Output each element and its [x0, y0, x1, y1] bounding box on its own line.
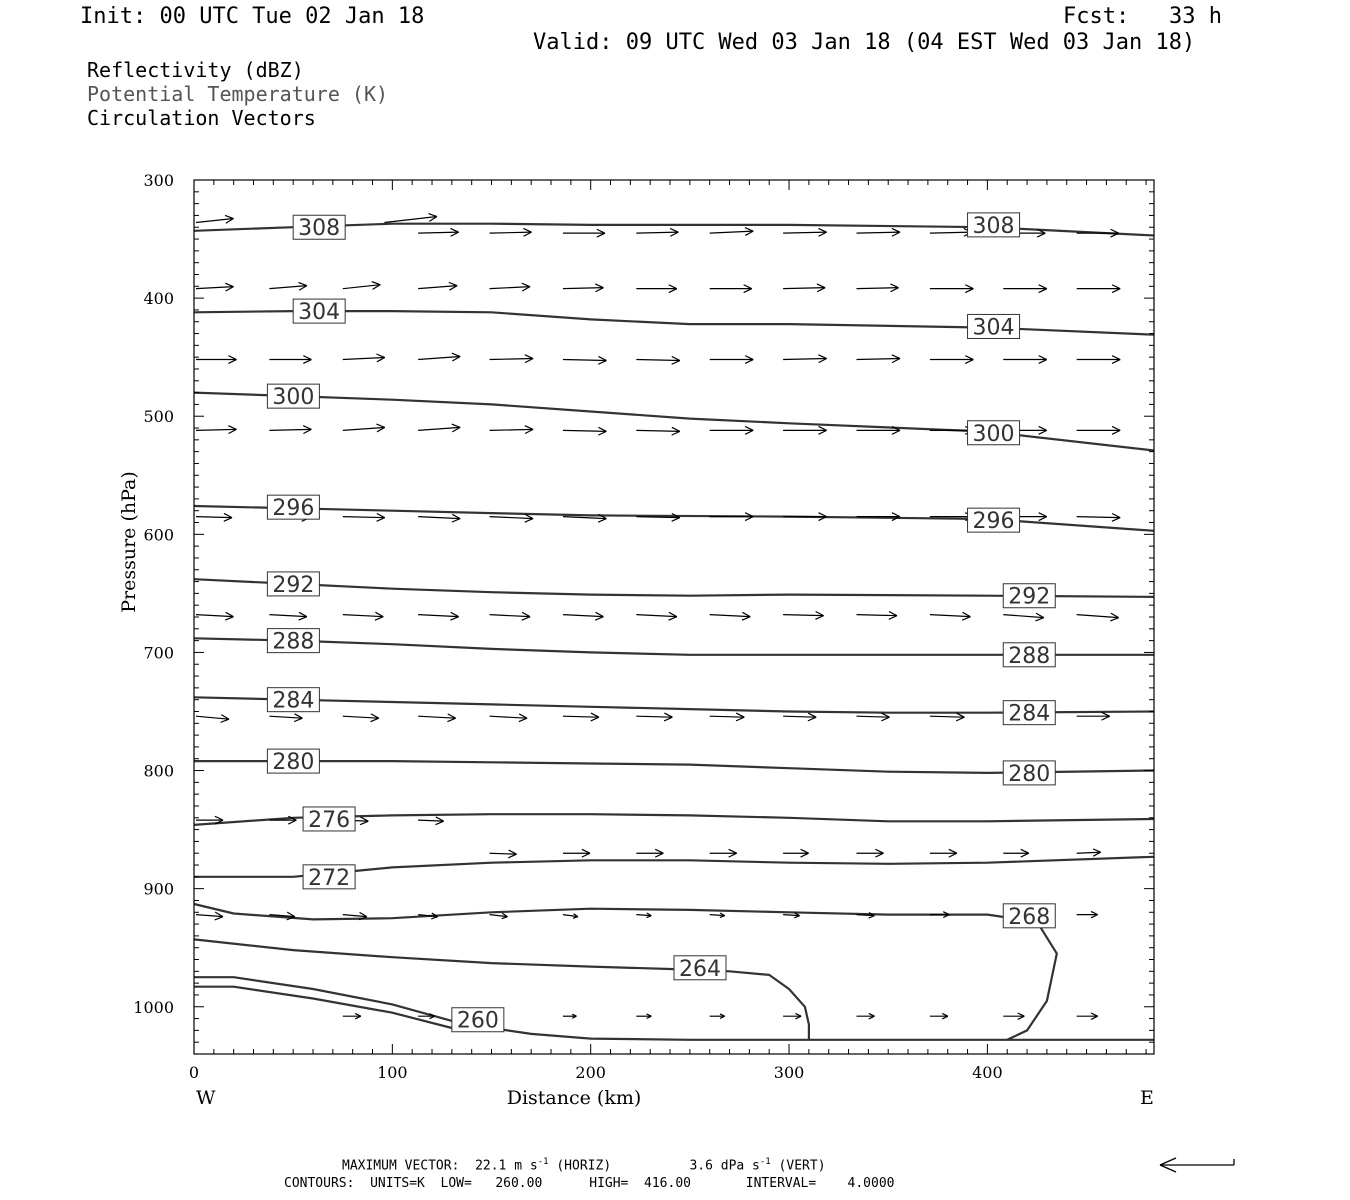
contour-label-272	[303, 865, 355, 891]
vector-arrow	[783, 612, 824, 620]
svg-text:280: 280	[272, 750, 315, 776]
field-circulation-vectors: Circulation Vectors	[87, 106, 316, 130]
y-tick-label: 400	[143, 289, 174, 309]
svg-text:272: 272	[308, 865, 351, 891]
vector-arrow	[563, 914, 578, 919]
vector-arrow	[710, 228, 754, 236]
contour-label-296	[267, 495, 319, 521]
vector-arrow	[269, 356, 311, 364]
vector-arrow	[490, 283, 531, 291]
vector-arrow	[196, 215, 234, 223]
y-tick-label: 300	[143, 171, 174, 190]
vector-arrow	[196, 356, 237, 364]
vector-arrow	[418, 714, 456, 722]
vector-arrow	[710, 849, 737, 857]
vector-arrow	[636, 427, 680, 435]
vector-arrow	[490, 714, 528, 722]
vector-arrow	[1077, 849, 1101, 856]
x-tick-label: 100	[377, 1063, 408, 1082]
vector-arrow	[783, 913, 800, 918]
vector-arrow	[418, 612, 459, 620]
x-tick-label: 300	[773, 1063, 805, 1082]
y-tick-label: 900	[143, 879, 174, 899]
vector-arrow	[1003, 285, 1047, 293]
forecast-hour: Fcst: 33 h	[1063, 4, 1222, 29]
vector-arrow	[1003, 1013, 1024, 1019]
vector-arrow	[418, 817, 444, 825]
vector-arrow	[856, 513, 900, 521]
x-tick-label: 200	[575, 1063, 606, 1082]
vector-arrow	[783, 228, 827, 236]
vector-arrow	[930, 1013, 948, 1018]
contour-260	[194, 977, 1154, 1040]
vector-arrow	[490, 850, 517, 858]
vector-arrow	[930, 285, 974, 293]
vector-arrow	[636, 1014, 651, 1019]
vector-arrow	[710, 713, 745, 721]
vector-arrow	[418, 228, 459, 236]
vector-arrow	[196, 283, 234, 291]
svg-text:296: 296	[972, 509, 1015, 535]
max-vector-vert: 3.6 dPa s	[689, 1158, 760, 1174]
vector-arrow	[1077, 514, 1121, 522]
horiz-suffix: (HORIZ)	[548, 1158, 612, 1174]
svg-text:268: 268	[1008, 904, 1051, 930]
vert-suffix: (VERT)	[770, 1158, 826, 1174]
contour-268	[194, 904, 1057, 1040]
east-label: E	[1140, 1087, 1154, 1109]
svg-text:276: 276	[308, 807, 351, 833]
y-tick-label: 800	[143, 761, 174, 781]
svg-text:284: 284	[1008, 701, 1051, 727]
vector-arrow	[930, 612, 971, 620]
vector-arrow	[343, 612, 384, 620]
vector-arrow	[783, 1013, 801, 1018]
contour-label-276	[303, 807, 355, 833]
vector-arrow	[856, 228, 900, 236]
reference-vector	[1160, 1158, 1234, 1172]
vector-arrow	[930, 356, 974, 364]
vector-arrow	[710, 612, 751, 620]
vector-arrow	[636, 913, 651, 918]
vector-arrow	[930, 849, 957, 857]
vector-arrow	[563, 229, 605, 237]
contour-label-260	[452, 1008, 504, 1034]
vector-arrow	[636, 228, 678, 236]
vector-arrow	[636, 356, 680, 364]
y-axis-label: Pressure (hPa)	[118, 471, 140, 613]
vector-arrow	[710, 513, 754, 521]
vector-arrow	[343, 514, 385, 522]
vector-arrow	[343, 354, 385, 362]
contour-label-288	[1003, 643, 1055, 669]
vector-arrow	[1077, 285, 1121, 293]
vector-arrow	[710, 426, 754, 434]
vector-arrow	[930, 912, 950, 918]
y-tick-label: 600	[143, 525, 174, 545]
vector-arrow	[1003, 613, 1044, 621]
vector-arrow	[783, 713, 816, 721]
vector-arrow	[269, 426, 311, 434]
svg-text:308: 308	[972, 213, 1015, 239]
contour-label-292	[1003, 584, 1055, 610]
contour-label-280	[267, 749, 319, 775]
contour-260b	[194, 987, 452, 1028]
vector-arrow	[636, 285, 677, 293]
vector-arrow	[490, 913, 508, 918]
vector-arrow	[856, 284, 898, 292]
vector-arrow	[563, 713, 599, 721]
contour-label-304	[968, 314, 1020, 340]
valid-time: Valid: 09 UTC Wed 03 Jan 18 (04 EST Wed 03 Jan 18)	[533, 30, 1196, 55]
vector-arrow	[783, 513, 827, 521]
vector-arrow	[636, 849, 663, 857]
svg-text:304: 304	[298, 300, 341, 326]
vector-arrow	[269, 612, 307, 620]
contour-label-300	[267, 384, 319, 410]
contour-label-284	[1003, 701, 1055, 727]
contour-label-292	[267, 572, 319, 598]
max-vector-horiz: 22.1 m s	[475, 1158, 538, 1174]
vector-arrow	[343, 714, 379, 722]
field-reflectivity: Reflectivity (dBZ)	[87, 58, 304, 82]
vector-arrow	[490, 612, 531, 620]
vector-arrow	[343, 282, 381, 290]
vector-arrow	[1077, 712, 1110, 720]
vector-arrow	[490, 228, 532, 236]
svg-text:308: 308	[298, 216, 341, 242]
svg-text:300: 300	[972, 421, 1015, 447]
vector-arrow	[196, 426, 237, 434]
vector-arrow	[856, 355, 900, 363]
vector-arrow	[269, 282, 307, 290]
vector-arrow	[1077, 426, 1121, 434]
svg-text:292: 292	[1008, 584, 1051, 610]
svg-text:292: 292	[272, 572, 315, 598]
vector-arrow	[710, 356, 754, 364]
vector-arrow	[269, 714, 302, 722]
vector-arrow	[856, 612, 897, 620]
vector-arrow	[1077, 911, 1098, 917]
vert-exponent: -1	[759, 1157, 771, 1167]
max-vector-label: MAXIMUM VECTOR:	[342, 1158, 460, 1174]
vector-arrow	[418, 514, 460, 522]
svg-text:296: 296	[272, 496, 315, 522]
vector-arrow	[710, 285, 752, 293]
vector-arrow	[783, 426, 827, 434]
vector-arrow	[1003, 356, 1047, 364]
vector-arrow	[196, 513, 232, 521]
vector-arrow	[384, 214, 437, 223]
vector-arrow	[490, 514, 534, 522]
svg-text:260: 260	[456, 1008, 499, 1034]
vector-arrow	[1077, 1013, 1098, 1019]
vector-arrow	[1077, 229, 1119, 237]
horiz-exponent: -1	[537, 1157, 549, 1167]
svg-text:300: 300	[272, 385, 315, 411]
contour-label-308	[968, 213, 1020, 239]
contour-label-304	[293, 299, 345, 325]
vector-arrow	[343, 1013, 361, 1018]
y-tick-label: 500	[143, 407, 174, 427]
y-tick-label: 700	[143, 643, 174, 663]
vector-arrow	[930, 228, 972, 236]
svg-text:280: 280	[1008, 761, 1051, 787]
vector-arrow	[563, 849, 590, 857]
vector-arrow	[563, 612, 604, 620]
vector-arrow	[196, 715, 229, 723]
vector-arrow	[418, 424, 460, 432]
contour-label-288	[267, 629, 319, 655]
vector-arrow	[636, 713, 672, 721]
vector-arrow	[783, 355, 827, 363]
vector-arrow	[1077, 356, 1121, 364]
vector-arrow	[563, 427, 607, 435]
vector-arrow	[783, 284, 825, 292]
field-potential-temperature: Potential Temperature (K)	[87, 82, 389, 106]
vector-arrow	[930, 426, 974, 434]
vector-arrow	[563, 356, 607, 364]
y-tick-label: 1000	[133, 997, 174, 1017]
vector-arrow	[636, 612, 677, 620]
vector-arrow	[856, 849, 883, 857]
west-label: W	[196, 1087, 216, 1109]
contour-label-300	[968, 421, 1020, 447]
vector-arrow	[490, 355, 534, 363]
vector-arrow	[783, 849, 809, 857]
contour-label-296	[968, 508, 1020, 534]
vector-arrow	[563, 284, 604, 292]
vector-arrow	[710, 913, 725, 918]
vector-arrow	[930, 713, 965, 721]
contour-label-264	[674, 956, 726, 982]
contour-label-308	[293, 215, 345, 241]
vector-arrow	[856, 713, 889, 721]
contour-label-268	[1003, 904, 1055, 930]
contour-label-284	[267, 688, 319, 714]
contour-info: CONTOURS: UNITS=K LOW= 260.00 HIGH= 416.00 INTERVAL= 4.0000	[284, 1176, 895, 1191]
vector-arrow	[343, 424, 385, 432]
svg-text:304: 304	[972, 315, 1015, 341]
x-axis-label: Distance (km)	[506, 1087, 642, 1109]
x-tick-label: 0	[188, 1063, 200, 1082]
vector-arrow	[1077, 613, 1119, 621]
vector-arrow	[856, 1013, 874, 1018]
vector-arrow	[196, 612, 234, 620]
init-time: Init: 00 UTC Tue 02 Jan 18	[80, 4, 425, 29]
vector-arrow	[710, 1014, 725, 1019]
vector-arrow	[490, 426, 534, 434]
vector-arrow	[418, 282, 457, 290]
vector-arrow	[563, 1014, 577, 1018]
max-vector-line	[342, 1157, 826, 1173]
svg-text:288: 288	[272, 629, 315, 655]
vector-arrow	[418, 353, 460, 361]
svg-text:264: 264	[679, 956, 721, 982]
vector-arrow	[1003, 849, 1029, 857]
svg-text:288: 288	[1008, 643, 1051, 669]
x-tick-label: 400	[972, 1063, 1003, 1082]
contour-label-280	[1003, 761, 1055, 787]
vector-arrow	[196, 912, 223, 920]
svg-text:284: 284	[272, 688, 315, 714]
